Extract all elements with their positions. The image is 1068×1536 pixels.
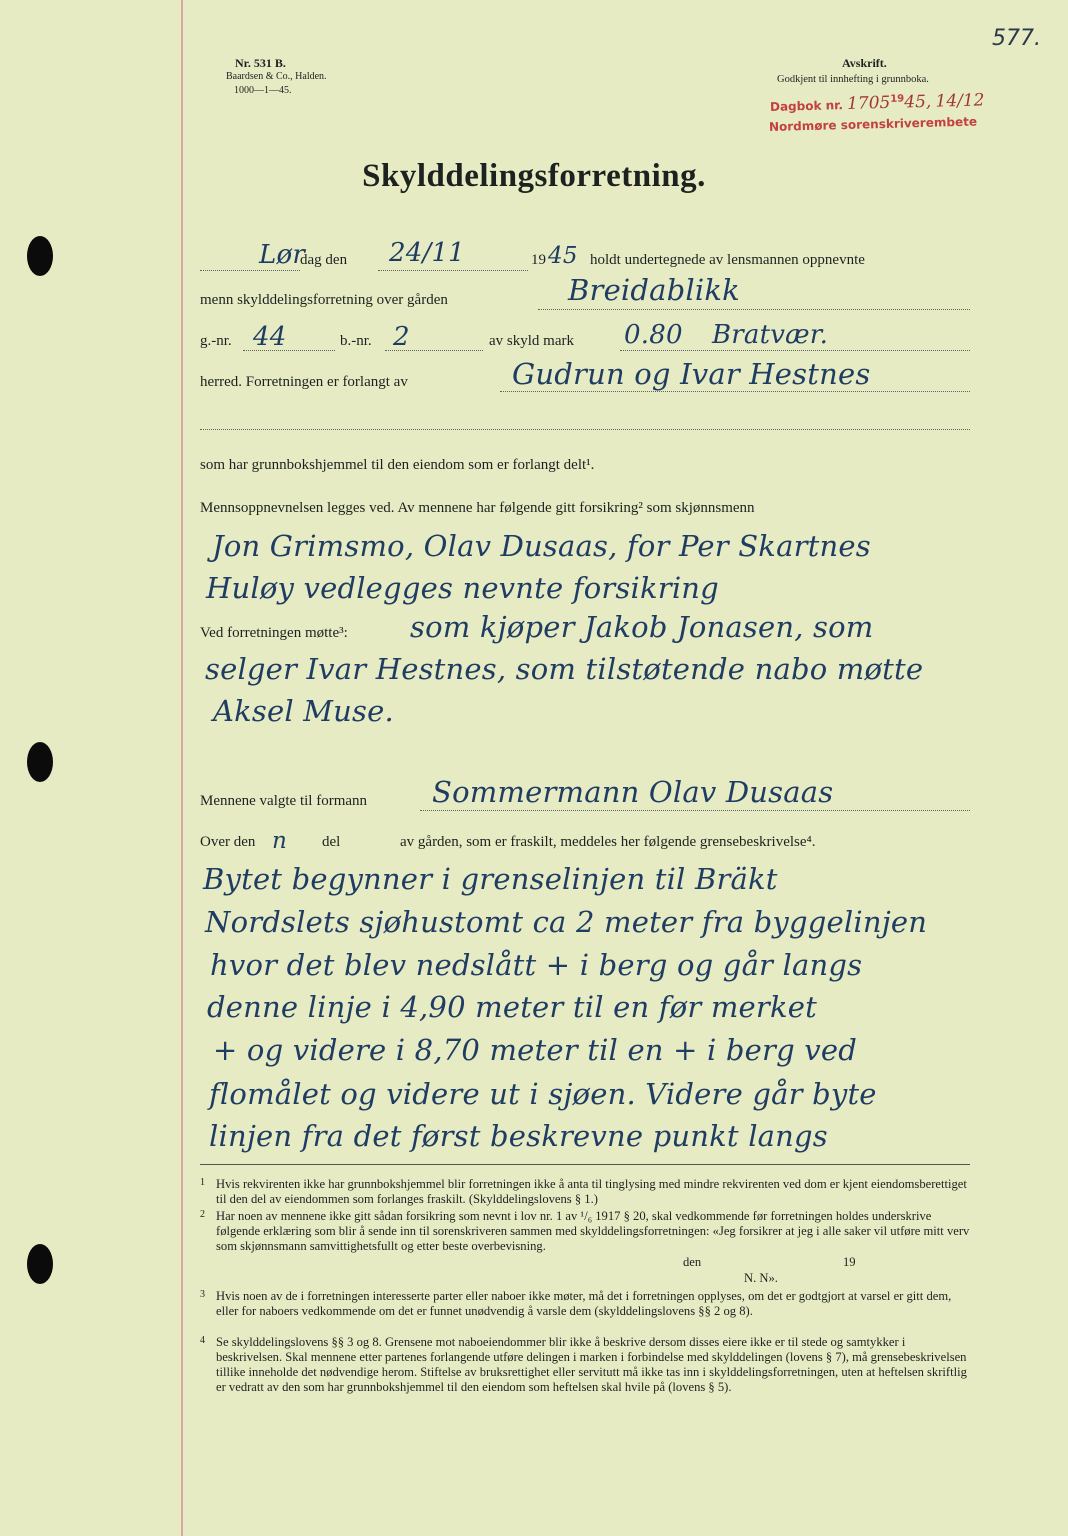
boundary-rest: av gården, som er fraskilt, meddeles her følgende grensebeskrivelse⁴.	[400, 834, 816, 850]
attendee-hw-line: selger Ivar Hestnes, som tilstøtende nabo møtte	[205, 652, 924, 686]
boundary-hw-line: Bytet begynner i grenselinjen til Bräkt	[203, 862, 778, 896]
year-hw: 45	[548, 243, 578, 269]
boundary-hw-line: flomålet og videre ut i sjøen. Videre går byte	[209, 1077, 877, 1111]
attendee-hw-line: Aksel Muse.	[213, 694, 394, 728]
date-hw: 24/11	[389, 238, 465, 268]
attendee-hw-line: som kjøper Jakob Jonasen, som	[410, 610, 874, 644]
weekday-hw: Lør	[259, 240, 305, 270]
skyld-label: av skyld mark	[489, 333, 574, 349]
footnote-place-date: den	[683, 1255, 702, 1269]
bnr-label: b.-nr.	[340, 333, 372, 349]
row7-text: Mennsoppnevnelsen legges ved. Av mennene har følgende gitt forsikring² som skjønnsmenn	[200, 500, 755, 516]
boundary-part-hw: n	[272, 828, 288, 854]
office-stamp: Nordmøre sorenskriverembete	[768, 114, 978, 134]
boundary-hw-line: + og videre i 8,70 meter til en + i berg ved	[213, 1033, 857, 1067]
assurance-hw-line: Jon Grimsmo, Olav Dusaas, for Per Skartnes	[212, 529, 871, 563]
assurance-hw-line: Huløy vedlegges nevnte forsikring	[206, 571, 719, 605]
chair-hw: Sommermann Olav Dusaas	[432, 775, 834, 809]
gnr-label: g.-nr.	[200, 333, 232, 349]
footnote-year: 19	[843, 1255, 856, 1269]
boundary-hw-line: denne linje i 4,90 meter til en før merket	[207, 990, 817, 1024]
diary-year-printed: 19	[890, 93, 905, 105]
row10-printed: Ved forretningen møtte³:	[200, 625, 348, 641]
form-info	[226, 56, 327, 98]
binder-hole	[27, 236, 53, 276]
diary-stamp	[770, 90, 985, 116]
row1-year-printed: 19	[531, 252, 546, 268]
chair-printed: Mennene valgte til formann	[200, 793, 368, 809]
footnote-text: Hvis noen av de i forretningen interesserte parter eller naboer ikke møter, må det i forretningen opplyses, om det er godtgjort at varsel er gitt dem, eller for naboers vedkommende om det er funnet unødvendig å varsle dem (skylddelingslovens §§ 2 og 8).	[216, 1289, 952, 1318]
boundary-hw-line: hvor det blev nedslått + i berg og går langs	[210, 948, 863, 982]
diary-prefix: Dagbok nr.	[769, 98, 844, 114]
bnr-hw: 2	[393, 322, 410, 352]
boundary-hw-line: Nordslets sjøhustomt ca 2 meter fra byggelinjen	[205, 905, 928, 939]
copy-approval: Godkjent til innhefting i grunnboka.	[777, 74, 929, 85]
municipality-hw: Bratvær.	[712, 320, 829, 350]
footnote: 3 Hvis noen av de i forretningen interesserte parter eller naboer ikke møter, må det i forretningen opplyses, om det er godtgjort at varsel er gitt dem, eller for naboers vedkommende om det er funnet unødvendig å varsle dem (skylddelingslovens §§ 2 og 8).	[200, 1289, 972, 1319]
document-title: Skylddelingsforretning.	[362, 158, 706, 194]
margin-rule	[181, 0, 183, 1536]
row6-text: som har grunnbokshjemmel til den eiendom som er forlangt delt¹.	[200, 457, 595, 473]
requester-hw: Gudrun og Ivar Hestnes	[512, 357, 871, 391]
row2-printed: menn skylddelingsforretning over gården	[200, 292, 448, 308]
skyld-hw: 0.80	[624, 320, 683, 350]
footnote-rule	[200, 1164, 970, 1165]
form-edition: 1000—1—45.	[234, 85, 292, 96]
footnote: 2 Har noen av mennene ikke gitt sådan forsikring som nevnt i lov nr. 1 av ¹/₆ 1917 § 20, skal vedkommende før forretningen holdes underskrive følgende erklæring som blir å sende inn til sorenskriveren sammen med skylddelingsforretningen: «Jeg forsikrer at jeg i alle saker vil utføre mitt verv som skjønnsmann samvittighetsfullt og etter beste overbevisning.	[200, 1209, 972, 1254]
form-printer: Baardsen & Co., Halden.	[226, 71, 327, 82]
diary-number: 1705	[846, 92, 891, 114]
row1-rest: holdt undertegnede av lensmannen oppnevnte	[590, 252, 865, 268]
footnote: 4 Se skylddelingslovens §§ 3 og 8. Grensene mot naboeiendommer blir ikke å beskrive dersom disses eiere ikke er til stede og samtykker i beskrivelsen. Skal mennene etter partenes forlangende utføre delingen i marken i forbindelse med skylddelingen (lovens § 7), må grensebeskrivelsen tillike inneholde det nødvendige herom. Stiftelse av bruksrettighet eller servitutt må ikke tas inn i skylddelingsforretningen, uten at heftelsen skriftlig er vedratt av den som har grunnbokshjemmel til den eiendom som heftelsen skal hvile på (lovens § 5).	[200, 1335, 972, 1395]
footnote-text: Se skylddelingslovens §§ 3 og 8. Grensene mot naboeiendommer blir ikke å beskrive dersom disses eiere ikke er til stede og samtykker i beskrivelsen. Skal mennene etter partenes forlangende utføre delingen i marken i forbindelse med skylddelingen (lovens § 7), må grensebeskrivelsen tillike inneholde det nødvendige herom. Stiftelse av bruksrettighet eller servitutt må ikke tas inn i skylddelingsforretningen, uten at heftelsen skriftlig er vedratt av den som har grunnbokshjemmel til den eiendom som heftelsen skal hvile på (lovens § 5).	[216, 1335, 967, 1394]
copy-label: Avskrift.	[842, 56, 887, 70]
farm-hw: Breidablikk	[568, 273, 740, 307]
page-number: 577.	[992, 26, 1041, 51]
boundary-over-den: Over den	[200, 834, 256, 850]
gnr-hw: 44	[253, 322, 287, 352]
binder-hole	[27, 1244, 53, 1284]
diary-year: 45,	[904, 91, 932, 113]
footnote-signature: N. N».	[744, 1271, 778, 1285]
footnote-text: Hvis rekvirenten ikke har grunnbokshjemmel blir forretningen ikke å anta til tinglysing med mindre rekvirenten ved dom er kjent eiendomsberettiget til den del av eiendommen som forlanges fraskilt. (Skylddelingslovens § 1.)	[216, 1177, 967, 1206]
form-number: Nr. 531 B.	[235, 56, 286, 70]
row4-printed: herred. Forretningen er forlangt av	[200, 374, 408, 390]
boundary-del: del	[322, 834, 341, 850]
footnote-text: Har noen av mennene ikke gitt sådan forsikring som nevnt i lov nr. 1 av ¹/₆ 1917 § 20, skal vedkommende før forretningen holdes underskrive følgende erklæring som blir å sende inn til sorenskriveren sammen med skylddelingsforretningen: «Jeg forsikrer at jeg i alle saker vil utføre mitt verv som skjønnsmann samvittighetsfullt og etter beste overbevisning.	[216, 1209, 970, 1253]
footnote: 1 Hvis rekvirenten ikke har grunnbokshjemmel blir forretningen ikke å anta til tinglysing med mindre rekvirenten ved dom er kjent eiendomsberettiget til den del av eiendommen som forlanges fraskilt. (Skylddelingslovens § 1.)	[200, 1177, 972, 1207]
binder-hole	[27, 742, 53, 782]
boundary-hw-line: linjen fra det først beskrevne punkt langs	[209, 1119, 828, 1153]
row1-dag-den: dag den	[300, 252, 348, 268]
diary-date: 14/12	[935, 90, 985, 112]
